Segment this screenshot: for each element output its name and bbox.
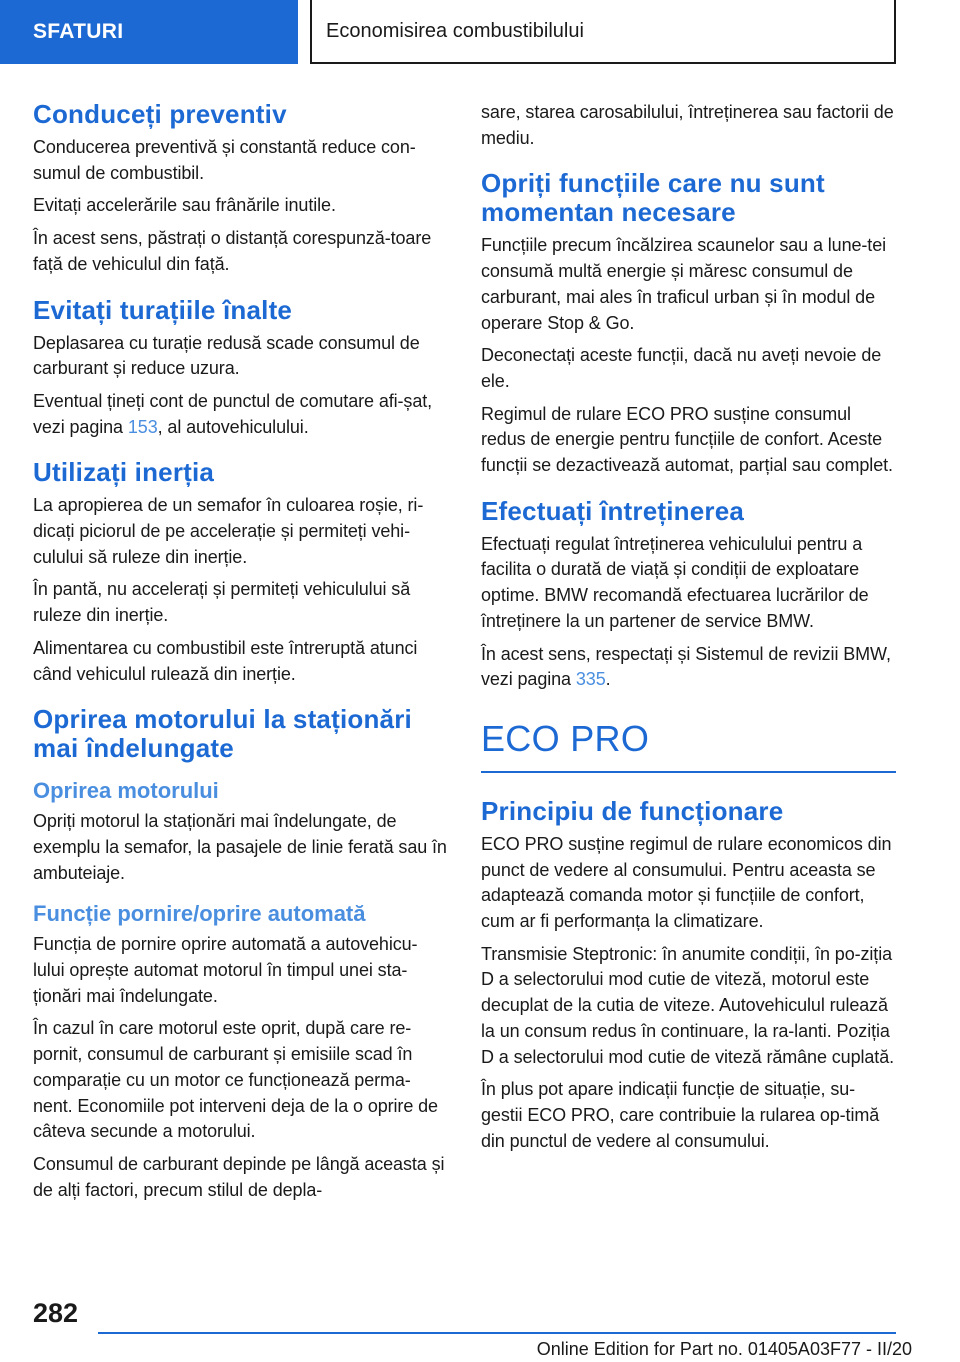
paragraph-continued: sare, starea carosabilului, întreținerea sau factorii de mediu. — [481, 102, 894, 148]
footer-divider — [98, 1332, 896, 1334]
heading-engine-off-long-stops: Oprirea motorului la staționări mai îndelungate — [33, 704, 412, 764]
paragraph: Regimul de rulare ECO PRO susține consumul redus de energie pentru funcțiile de confort. Aceste funcții se dezactivează automat, parțial sau complet. — [481, 403, 893, 476]
paragraph: În acest sens, păstrați o distanță corespunză-toare față de vehiculul din față. — [33, 228, 432, 274]
paragraph: Deplasarea cu turație redusă scade consumul de carburant și reduce uzura. — [33, 332, 420, 379]
subheading-auto-start-stop: Funcție pornire/oprire automată — [33, 901, 366, 927]
heading-avoid-high-rpm: Evitați turațiile înalte — [33, 294, 293, 325]
paragraph: Efectuați regulat întreținerea vehiculului pentru a facilita o durată de viață și condiții de exploatare optime. BMW recomandă efectuarea lucrărilor de întreținere la un partener de service BMW. — [481, 533, 869, 631]
heading-turn-off-functions: Opriți funcțiile care nu sunt momentan necesare — [481, 168, 825, 228]
paragraph: Opriți motorul la staționări mai îndelungate, de exemplu la semafor, la pasajele de linie ferată sau în ambuteiaje. — [33, 811, 447, 883]
paragraph: Evitați accelerările sau frânările inutile. — [33, 195, 336, 216]
heading-operating-principle: Principiu de funcționare — [481, 795, 784, 826]
text: . — [605, 669, 611, 690]
section-tab[interactable]: SFATURI — [0, 0, 298, 64]
chapter-title: Economisirea combustibilului — [310, 0, 896, 64]
paragraph: Funcția de pornire oprire automată a autovehicu-lului oprește automat motorul în timpul unei sta-ționări mai îndelungate. — [33, 934, 418, 1006]
paragraph-with-link — [481, 642, 896, 693]
paragraph: Transmisie Steptronic: în anumite condiții, în po-ziția D a selectorului mod cutie de viteză, motorul este decuplat de la cutia de viteze. Autovehiculul rulează la un consum redus în continuare, la ra-lanti. Poziția D a selectorului mod cutie de viteză rămâne cuplată. — [481, 943, 895, 1067]
paragraph: Consumul de carburant depinde pe lângă aceasta și de alți factori, precum stilul de depla- — [33, 1153, 445, 1200]
left-column — [33, 100, 448, 1210]
paragraph: La apropierea de un semafor în culoarea roșie, ri-dicați piciorul de pe accelerație și permiteți vehi-culului să ruleze din inerție. — [33, 495, 424, 567]
paragraph: Alimentarea cu combustibil este întreruptă atunci când vehiculul rulează din inerție. — [33, 637, 418, 684]
heading-maintenance: Efectuați întreținerea — [481, 495, 745, 526]
text: , al autovehiculului. — [157, 416, 309, 437]
paragraph: Deconectați aceste funcții, dacă nu aveți nevoie de ele. — [481, 345, 882, 391]
right-column — [481, 100, 896, 1161]
footer-edition: Online Edition for Part no. 01405A03F77 - II/20 — [536, 1339, 912, 1359]
paragraph: În cazul în care motorul este oprit, după care re-pornit, consumul de carburant și emisiile scad în comparație cu un motor ce funcționează perma-nent. Economiile pot interveni deja de la o oprire de câteva secunde a motorului. — [33, 1018, 438, 1142]
page-link-335[interactable]: 335 — [575, 669, 606, 690]
paragraph: În pantă, nu accelerați și permiteți vehiculului să ruleze din inerție. — [33, 579, 411, 626]
paragraph: ECO PRO susține regimul de rulare economicos din punct de vedere al consumului. Pentru aceasta se adaptează comanda motor și funcțiile de confort, cum ar fi performanța la climatizare. — [481, 833, 892, 932]
paragraph: În plus pot apare indicații funcție de situație, su-gestii ECO PRO, care contribuie la rularea op-timă din punctul de vedere al consumului. — [481, 1079, 880, 1151]
page-number: 282 — [33, 1298, 79, 1328]
chapter-heading-eco-pro: ECO PRO — [481, 717, 896, 773]
heading-use-inertia: Utilizați inerția — [33, 457, 215, 488]
page-link-153[interactable]: 153 — [127, 416, 158, 437]
text: Eventual țineți cont de punctul de comutare afi-șat, vezi pagina — [33, 390, 433, 437]
paragraph: Funcțiile precum încălzirea scaunelor sau a lune-tei consumă multă energie și măresc consumul de carburant, mai ales în traficul urban și în modul de operare Stop & Go. — [481, 235, 887, 333]
paragraph-with-link — [33, 389, 448, 440]
paragraph: Conducerea preventivă și constantă reduce con-sumul de combustibil. — [33, 137, 416, 183]
subheading-engine-off: Oprirea motorului — [33, 778, 219, 804]
heading-drive-preventively: Conduceți preventiv — [33, 99, 287, 129]
text: În acest sens, respectați și Sistemul de revizii BMW, vezi pagina — [481, 643, 891, 690]
